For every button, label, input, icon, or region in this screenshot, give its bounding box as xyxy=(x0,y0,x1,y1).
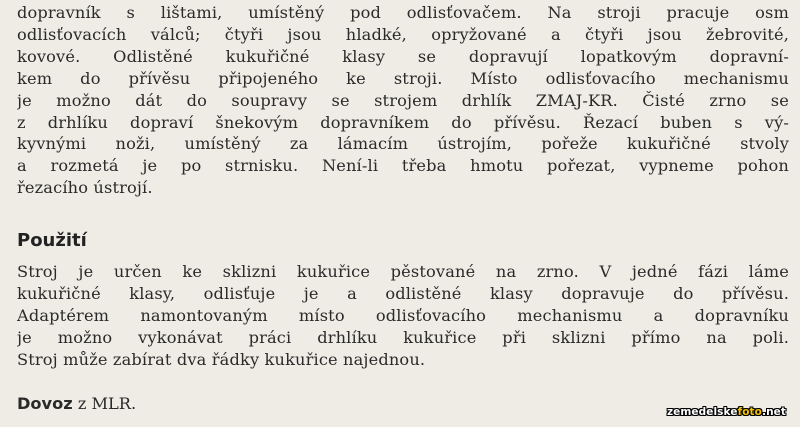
watermark-part2: foto xyxy=(737,406,762,418)
text-line: kovové. Odlistěné kukuřičné klasy se dopravují lopatkovým dopravní- xyxy=(17,46,789,66)
text-line: odlisťovacích válců; čtyři jsou hladké, opryžované a čtyři jsou žebrovité, xyxy=(17,24,789,44)
text-line: Adaptérem namontovaným místo odlisťovacího mechanismu a dopravníku xyxy=(17,305,789,325)
import-text: z MLR. xyxy=(77,394,137,413)
text-line: je možno dát do soupravy se strojem drhlík ZMAJ-KR. Čisté zrno se xyxy=(17,90,789,110)
text-line: řezacího ústrojí. xyxy=(17,178,153,198)
import-note xyxy=(17,393,136,415)
section-heading: Použití xyxy=(17,230,87,251)
watermark-part3: .net xyxy=(761,406,786,418)
text-line: dopravník s lištami, umístěný pod odlisťovačem. Na stroji pracuje osm xyxy=(17,3,789,22)
text-line: Stroj může zabírat dva řádky kukuřice najednou. xyxy=(17,349,426,369)
paragraph-description xyxy=(17,2,789,199)
text-line: Stroj je určen ke sklizni kukuřice pěstované na zrno. V jedné fázi láme xyxy=(17,262,789,281)
text-line: je možno vykonávat práci drhlíku kukuřice při sklizni přímo na poli. xyxy=(17,327,789,347)
text-line: kukuřičné klasy, odlisťuje je a odlistěné klasy dopravuje do přívěsu. xyxy=(17,283,789,303)
text-line: z drhlíku dopraví šnekovým dopravníkem do přívěsu. Řezací buben s vý- xyxy=(17,112,789,132)
watermark xyxy=(667,406,786,418)
paragraph-usage xyxy=(17,261,789,371)
text-line: kem do přívěsu připojeného ke stroji. Místo odlisťovacího mechanismu xyxy=(17,68,789,88)
import-label: Dovoz xyxy=(17,394,73,413)
text-line: kyvnými noži, umístěný za lámacím ústrojím, pořeže kukuřičné stvoly xyxy=(17,134,789,154)
watermark-part1: zemedelske xyxy=(666,406,738,418)
text-line: a rozmetá je po strnisku. Není-li třeba hmotu pořezat, vypneme pohon xyxy=(17,156,789,176)
